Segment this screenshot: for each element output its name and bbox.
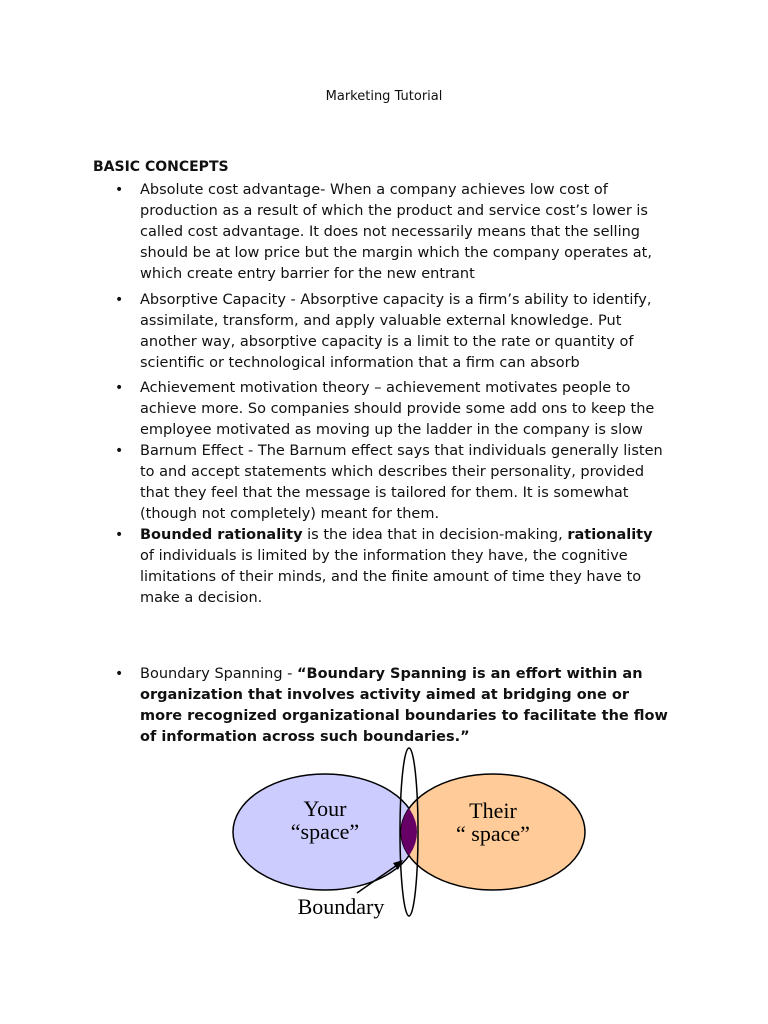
bullet-icon: • <box>115 527 124 543</box>
bullet-list-block-6 <box>110 664 670 748</box>
list-item <box>110 180 670 285</box>
document-title: Marketing Tutorial <box>325 89 443 104</box>
definition-text: is the idea that in decision-making, <box>302 527 568 543</box>
list-item <box>110 525 670 609</box>
term-bounded-rationality: Bounded rationality <box>140 527 303 543</box>
bullet-icon: • <box>115 380 124 396</box>
bullet-list-block-3 <box>110 378 670 441</box>
list-item <box>110 290 670 374</box>
section-heading: BASIC CONCEPTS <box>93 159 229 175</box>
bullet-list-block-1 <box>110 180 670 285</box>
bullet-list-block-5 <box>110 525 670 609</box>
term-barnum-effect: Barnum Effect <box>140 443 244 459</box>
your-label-line1: Your <box>303 796 347 821</box>
bullet-icon: • <box>115 292 124 308</box>
definition-text: - The Barnum effect says that individuals generally listen to and accept statements which describes their personality, provided that they feel that the message is tailored for them. It is somewhat (though not completely) meant for them. <box>140 443 663 522</box>
definition-text: - When a company achieves low cost of production as a result of which the product and service cost’s lower is called cost advantage. It does not necessarily means that the selling should be at low price but the margin which the company operates at, which create entry barrier for the new entrant <box>140 182 652 282</box>
your-label-line2: “space” <box>290 819 360 844</box>
definition-text: - Absorptive capacity is a firm’s ability to identify, assimilate, transform, and apply valuable external knowledge. Put another way, absorptive capacity is a limit to the rate or quantity of scientific or technological information that a firm can absorb <box>140 292 652 371</box>
boundary-label: Boundary <box>297 894 385 919</box>
term-absolute-cost-advantage: Absolute cost advantage <box>140 182 321 198</box>
bullet-icon: • <box>115 443 124 459</box>
bullet-icon: • <box>115 666 124 682</box>
emphasis-rationality: rationality <box>567 527 653 543</box>
term-boundary-spanning: Boundary Spanning - <box>140 666 297 682</box>
definition-text: – achievement motivates people to achieve more. So companies should provide some add ons to keep the employee motivated as moving up the ladder in the company is slow <box>140 380 655 438</box>
definition-quote: “Boundary Spanning is an effort within an organization that involves activity aimed at bridging one or more recognized organizational boundaries to facilitate the flow of information across such boundaries.” <box>140 666 668 745</box>
bullet-list-block-4 <box>110 441 670 525</box>
list-item <box>110 441 670 525</box>
bullet-list-block-2 <box>110 290 670 374</box>
list-item <box>110 378 670 441</box>
their-label-line1: Their <box>469 798 517 823</box>
term-absorptive-capacity: Absorptive Capacity <box>140 292 286 308</box>
boundary-spanning-diagram <box>225 742 595 927</box>
term-achievement-motivation-theory: Achievement motivation theory <box>140 380 370 396</box>
bullet-icon: • <box>115 182 124 198</box>
their-label-line2: “ space” <box>456 821 530 846</box>
list-item <box>110 664 670 748</box>
definition-text-continued: of individuals is limited by the information they have, the cognitive limitations of their minds, and the finite amount of time they have to make a decision. <box>140 548 642 606</box>
